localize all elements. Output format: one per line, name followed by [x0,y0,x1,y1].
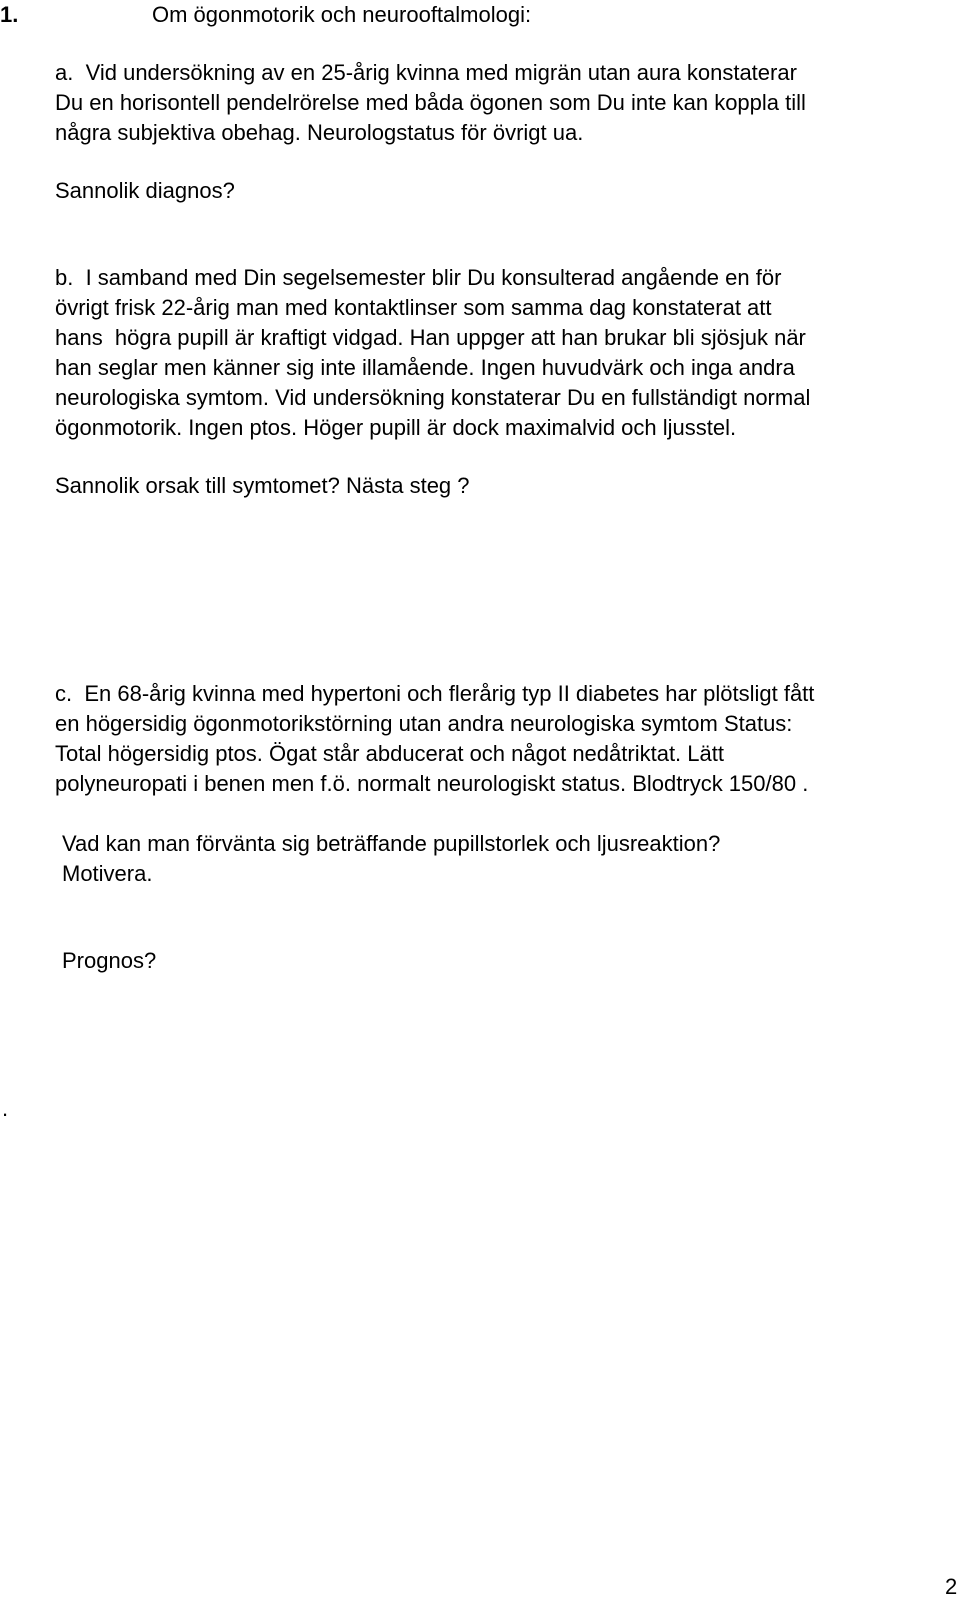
part-c-line: Total högersidig ptos. Ögat står abducerat och något nedåtriktat. Lätt [55,741,724,766]
part-b-line: övrigt frisk 22-årig man med kontaktlinser som samma dag konstaterat att [55,295,772,320]
part-b-question: Sannolik orsak till symtomet? Nästa steg ? [55,473,470,498]
part-b-line: ögonmotorik. Ingen ptos. Höger pupill är dock maximalvid och ljusstel. [55,415,737,440]
part-a-line: några subjektiva obehag. Neurologstatus för övrigt ua. [55,120,584,145]
question-title: Om ögonmotorik och neurooftalmologi: [152,2,532,27]
part-a-line: Du en horisontell pendelrörelse med båda ögonen som Du inte kan koppla till [55,90,806,115]
question-number: 1. [0,2,19,27]
part-a-question: Sannolik diagnos? [55,178,235,203]
part-c-line: c. En 68-årig kvinna med hypertoni och flerårig typ II diabetes har plötsligt fått [55,681,815,706]
page-number: 2 [945,1574,958,1599]
part-b-line: han seglar men känner sig inte illamående. Ingen huvudvärk och inga andra [55,355,795,380]
stray-mark: . [2,1096,9,1121]
part-c-question-line: Motivera. [62,861,153,886]
part-b-line: b. I samband med Din segelsemester blir Du konsulterad angående en för [55,265,782,290]
part-c-question-line: Vad kan man förvänta sig beträffande pupillstorlek och ljusreaktion? [62,831,721,856]
part-c-line: polyneuropati i benen men f.ö. normalt neurologiskt status. Blodtryck 150/80 . [55,771,809,796]
part-c-line: en högersidig ögonmotorikstörning utan andra neurologiska symtom Status: [55,711,793,736]
part-b-line: neurologiska symtom. Vid undersökning konstaterar Du en fullständigt normal [55,385,811,410]
part-c-prognosis: Prognos? [62,948,157,973]
part-b-line: hans högra pupill är kraftigt vidgad. Han uppger att han brukar bli sjösjuk när [55,325,806,350]
part-a-line: a. Vid undersökning av en 25-årig kvinna med migrän utan aura konstaterar [55,60,797,85]
